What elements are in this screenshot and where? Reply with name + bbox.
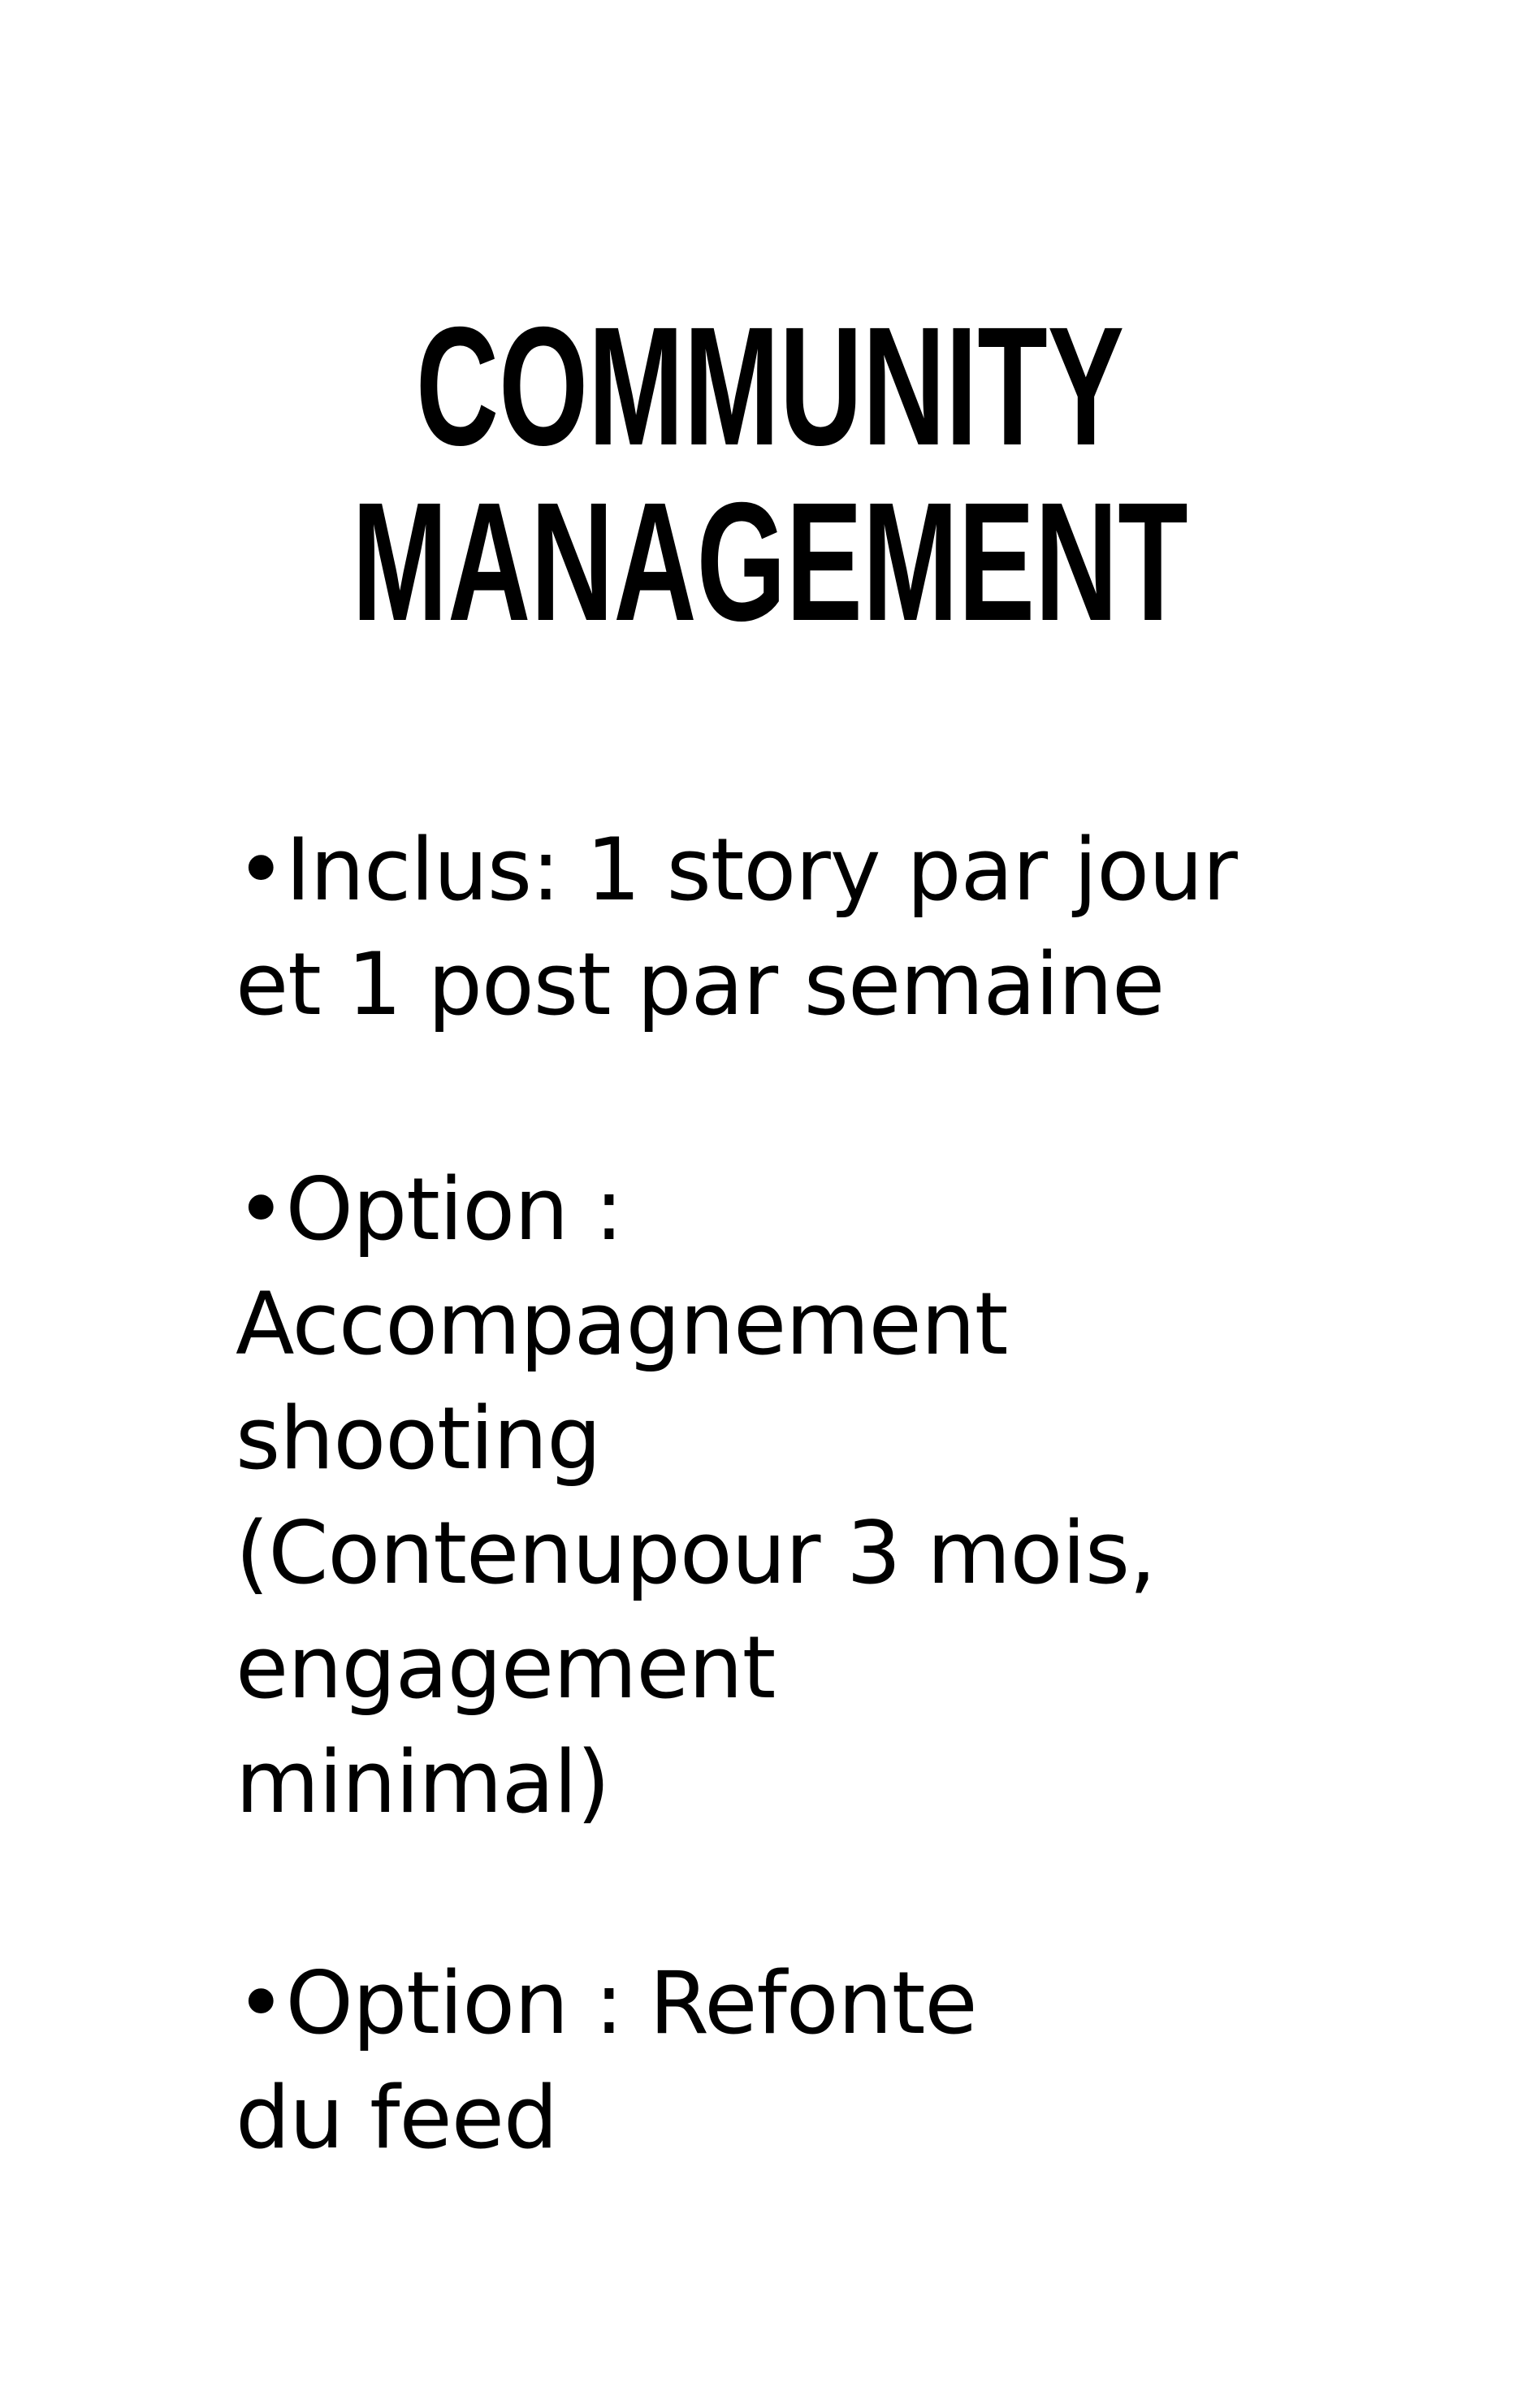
title-line-2: MANAGEMENT xyxy=(352,468,1188,656)
bullet-item-option-feed: •Option : Refonte du feed xyxy=(236,1953,977,2168)
title-line-1: COMMUNITY xyxy=(415,292,1125,481)
bullet-item-option-shooting: •Option : Accompagnement shooting (Contenupour 3 mois, engagement minimal) xyxy=(236,1159,1156,1832)
bullet-item-included: •Inclus: 1 story par jour et 1 post par semaine xyxy=(236,820,1237,1034)
